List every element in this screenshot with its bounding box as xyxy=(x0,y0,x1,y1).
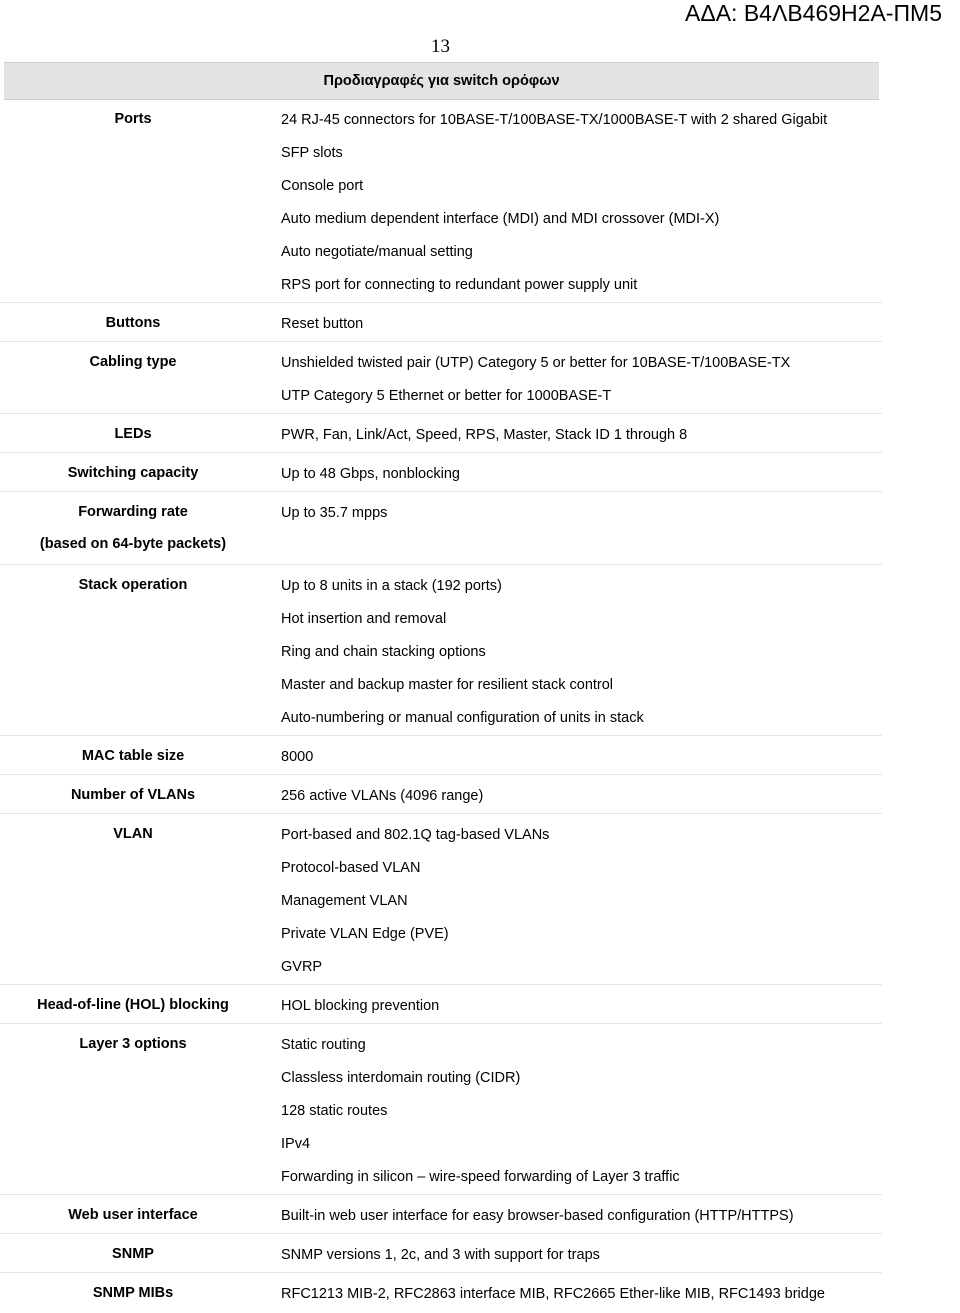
table-row xyxy=(0,414,882,453)
row-value: Console port xyxy=(281,178,364,194)
table-row xyxy=(0,814,882,985)
row-value: Auto-numbering or manual configuration of units in stack xyxy=(281,710,644,726)
table-title: Προδιαγραφές για switch ορόφων xyxy=(4,62,879,100)
table-row xyxy=(0,1234,882,1273)
row-value: PWR, Fan, Link/Act, Speed, RPS, Master, Stack ID 1 through 8 xyxy=(281,427,688,443)
row-values xyxy=(266,1195,882,1233)
row-values xyxy=(266,303,882,341)
row-value: Port-based and 802.1Q tag-based VLANs xyxy=(281,827,550,843)
table-row xyxy=(0,492,882,565)
row-values xyxy=(266,414,882,452)
row-label: Switching capacity xyxy=(67,465,199,481)
row-values xyxy=(266,1024,882,1194)
row-values xyxy=(266,775,882,813)
row-label: Stack operation xyxy=(78,577,188,593)
row-value: 8000 xyxy=(281,749,314,765)
row-value: Classless interdomain routing (CIDR) xyxy=(281,1070,521,1086)
row-label: Buttons xyxy=(105,315,161,331)
row-label: Number of VLANs xyxy=(70,787,196,803)
table-row xyxy=(0,736,882,775)
table-row xyxy=(0,565,882,736)
row-value: 256 active VLANs (4096 range) xyxy=(281,788,484,804)
row-value: Up to 48 Gbps, nonblocking xyxy=(281,466,460,482)
row-label xyxy=(0,492,266,564)
row-label: MAC table size xyxy=(81,748,185,764)
row-label: LEDs xyxy=(114,426,152,442)
row-label-main: Forwarding rate xyxy=(78,504,188,520)
row-value: Static routing xyxy=(281,1037,366,1053)
row-value: Protocol-based VLAN xyxy=(281,860,421,876)
table-row xyxy=(0,1273,882,1311)
row-value: SFP slots xyxy=(281,145,343,161)
document-ada-code: ΑΔΑ: Β4ΛΒ469Η2Α-ΠΜ5 xyxy=(685,0,942,26)
row-label: Head-of-line (HOL) blocking xyxy=(37,997,229,1013)
row-value: UTP Category 5 Ethernet or better for 1000BASE-T xyxy=(281,388,612,404)
row-value: Built-in web user interface for easy browser-based configuration (HTTP/HTTPS) xyxy=(281,1208,794,1224)
row-label: SNMP xyxy=(112,1246,154,1262)
row-values xyxy=(266,736,882,774)
row-value: Management VLAN xyxy=(281,893,408,909)
row-value: Up to 35.7 mpps xyxy=(281,505,388,521)
table-row xyxy=(0,1024,882,1195)
table-row xyxy=(0,303,882,342)
row-value: HOL blocking prevention xyxy=(281,998,440,1014)
row-label: SNMP MIBs xyxy=(92,1285,174,1301)
row-value: Forwarding in silicon – wire-speed forwarding of Layer 3 traffic xyxy=(281,1169,680,1185)
row-label: Ports xyxy=(114,111,152,127)
row-value: GVRP xyxy=(281,959,323,975)
row-value: Ring and chain stacking options xyxy=(281,644,486,660)
row-value: RPS port for connecting to redundant power supply unit xyxy=(281,277,638,293)
row-value: IPv4 xyxy=(281,1136,311,1152)
row-value: 24 RJ-45 connectors for 10BASE-T/100BASE-TX/1000BASE-T with 2 shared Gigabit xyxy=(281,112,828,128)
table-row xyxy=(0,453,882,492)
row-value: SNMP versions 1, 2c, and 3 with support for traps xyxy=(281,1247,600,1263)
row-label-sub: (based on 64-byte packets) xyxy=(39,536,227,552)
row-values xyxy=(266,565,882,735)
row-value: Up to 8 units in a stack (192 ports) xyxy=(281,578,502,594)
row-value: Auto negotiate/manual setting xyxy=(281,244,473,260)
table-row xyxy=(0,775,882,814)
row-value: 128 static routes xyxy=(281,1103,388,1119)
row-label: VLAN xyxy=(113,826,153,842)
row-value: Master and backup master for resilient stack control xyxy=(281,677,614,693)
row-value: RFC1213 MIB-2, RFC2863 interface MIB, RFC2665 Ether-like MIB, RFC1493 bridge xyxy=(281,1286,825,1302)
row-value: Auto medium dependent interface (MDI) and MDI crossover (MDI-X) xyxy=(281,211,720,227)
row-label: Layer 3 options xyxy=(79,1036,187,1052)
table-row xyxy=(0,985,882,1024)
row-label: Cabling type xyxy=(89,354,177,370)
table-row xyxy=(0,99,882,303)
row-values xyxy=(266,985,882,1023)
row-values xyxy=(266,453,882,491)
row-values xyxy=(266,99,882,302)
spec-table xyxy=(0,99,882,1311)
row-value: Hot insertion and removal xyxy=(281,611,447,627)
row-label: Web user interface xyxy=(68,1207,198,1223)
row-values xyxy=(266,1273,882,1311)
table-row xyxy=(0,1195,882,1234)
row-value: Unshielded twisted pair (UTP) Category 5 or better for 10BASE-T/100BASE-TX xyxy=(281,355,791,371)
row-value: Private VLAN Edge (PVE) xyxy=(281,926,449,942)
row-values xyxy=(266,492,882,564)
table-row xyxy=(0,342,882,414)
row-values xyxy=(266,1234,882,1272)
row-value: Reset button xyxy=(281,316,364,332)
row-values xyxy=(266,342,882,413)
page-number: 13 xyxy=(431,36,450,57)
row-values xyxy=(266,814,882,984)
